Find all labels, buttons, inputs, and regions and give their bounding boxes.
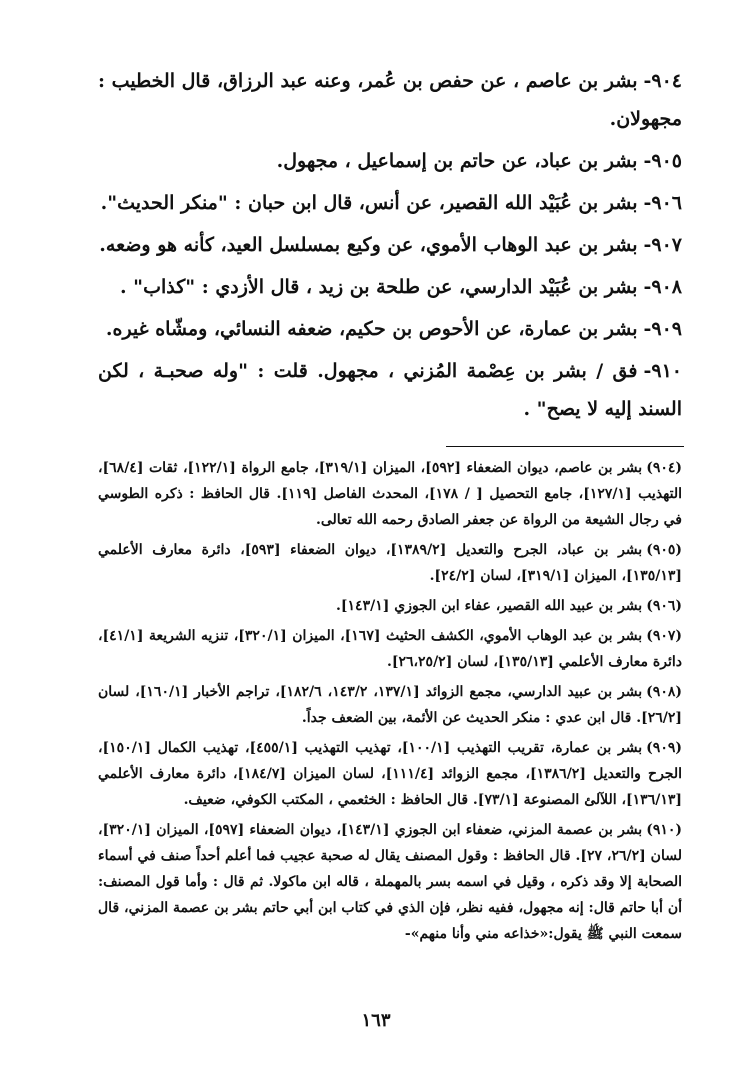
entry-text: بشر بن عُبَيْد الدارسي، عن طلحة بن زيد ، قال الأزدي : "كذاب" . xyxy=(119,276,638,298)
footnote-906 xyxy=(98,593,682,619)
footnote-908 xyxy=(98,679,682,731)
footnote-text: بشر بن عباد، الجرح والتعديل [١٣٨٩/٢]، ديوان الضعفاء [٥٩٣]، دائرة معارف الأعلمي [١٣٥/١٣]، الميزان [٣١٩/١]، لسان [٢٤/٢]. xyxy=(98,542,682,584)
footnote-907 xyxy=(98,623,682,675)
entry-910 xyxy=(98,352,682,428)
footnote-text: بشر بن عاصم، ديوان الضعفاء [٥٩٢]، الميزان [٣١٩/١]، جامع الرواة [١٢٢/١]، ثقات [٦٨/٤]، التهذيب [١٢٧/١]، جامع التحصيل [ / ١٧٨]، المحدث الفاصل [١١٩]. قال الحافظ : ذكره الطوسي في رجال الشيعة من الرواة عن جعفر الصادق رحمه الله تعالى. xyxy=(98,460,682,528)
entry-909 xyxy=(98,310,682,348)
footnote-number: (٩٠٩) xyxy=(646,740,682,756)
entry-906 xyxy=(98,184,682,222)
entry-number: ٩٠٨- xyxy=(643,276,682,298)
entry-number: ٩٠٤- xyxy=(643,70,682,92)
page-number: ١٦٣ xyxy=(361,1010,391,1031)
footnote-divider xyxy=(446,446,684,447)
footnote-910 xyxy=(98,817,682,947)
entry-904 xyxy=(98,62,682,138)
entry-907 xyxy=(98,226,682,264)
footnotes xyxy=(98,455,682,951)
entry-number: ٩٠٩- xyxy=(643,318,682,340)
footnote-number: (٩١٠) xyxy=(646,822,683,838)
entry-905 xyxy=(98,142,682,180)
entry-number: ٩٠٦- xyxy=(643,192,682,214)
entry-number: ٩١٠- xyxy=(643,360,682,382)
footnote-text: بشر بن عبد الوهاب الأموي، الكشف الحثيث [١٦٧]، الميزان [٣٢٠/١]، تنزيه الشريعة [٤١/١]، دائرة معارف الأعلمي [١٣٥/١٣]، لسان [٢٦،٢٥/٢]. xyxy=(98,628,682,670)
entry-908 xyxy=(98,268,682,306)
footnote-904 xyxy=(98,455,682,533)
footnote-number: (٩٠٤) xyxy=(646,460,682,476)
entry-number: ٩٠٧- xyxy=(643,234,682,256)
footnote-number: (٩٠٦) xyxy=(646,598,682,614)
entry-text: بشر بن عباد، عن حاتم بن إسماعيل ، مجهول. xyxy=(276,150,638,172)
entry-text: بشر بن عاصم ، عن حفص بن عُمر، وعنه عبد الرزاق، قال الخطيب : مجهولان. xyxy=(98,70,682,130)
footnote-text: بشر بن عمارة، تقريب التهذيب [١٠٠/١]، تهذيب التهذيب [٤٥٥/١]، تهذيب الكمال [١٥٠/١]، الجرح والتعديل [١٣٨٦/٢]، مجمع الزوائد [١١١/٤]، لسان الميزان [١٨٤/٧]، دائرة معارف الأعلمي [١٣٦/١٣]، اللآلئ المصنوعة [٧٣/١]. قال الحافظ : الخثعمي ، المكتب الكوفي، ضعيف. xyxy=(98,740,682,808)
footnote-number: (٩٠٨) xyxy=(646,684,682,700)
footnote-number: (٩٠٥) xyxy=(646,542,683,558)
footnote-905 xyxy=(98,537,682,589)
entry-number: ٩٠٥- xyxy=(643,150,682,172)
footnote-text: بشر بن عصمة المزني، ضعفاء ابن الجوزي [١٤٣/١]، ديوان الضعفاء [٥٩٧]، الميزان [٣٢٠/١]، لسان [٢٦/٢، ٢٧]. قال الحافظ : وقول المصنف يقال له صحبة عجيب فما أعلم أحداً صنف في أسماء الصحابة إلا وقد ذكره ، وقيل في اسمه بسر بالمهملة ، قاله ابن ماكولا. ثم قال : وأما قول المصنف: أن أبا حاتم قال: إنه مجهول، ففيه نظر، فإن الذي في كتاب ابن أبي حاتم بشر بن عصمة المزني، قال سمعت النبي ﷺ يقول:«خذاعه مني وأنا منهم»- xyxy=(98,822,682,942)
entry-text: بشر بن عُبَيْد الله القصير، عن أنس، قال ابن حبان : "منكر الحديث". xyxy=(100,192,638,214)
entry-text: فق / بشر بن عِصْمة المُزني ، مجهول. قلت : "وله صحبـة ، لكن السند إليه لا يصح" . xyxy=(98,360,682,420)
main-entries xyxy=(98,62,682,432)
entry-text: بشر بن عبد الوهاب الأموي، عن وكيع بمسلسل العيد، كأنه هو وضعه. xyxy=(99,234,638,256)
footnote-text: بشر بن عبيد الله القصير، عفاء ابن الجوزي [١٤٣/١]. xyxy=(336,598,643,614)
footnote-text: بشر بن عبيد الدارسي، مجمع الزوائد [١٣٧/١، ١٤٣/٢، ١٨٢/٦]، تراجم الأخبار [١٦٠/١]، لسان [٢٦/٢]. قال ابن عدي : منكر الحديث عن الأئمة، بين الضعف جداً. xyxy=(98,684,682,726)
footnote-909 xyxy=(98,735,682,813)
entry-text: بشر بن عمارة، عن الأحوص بن حكيم، ضعفه النسائي، ومشّاه غيره. xyxy=(105,318,638,340)
footnote-number: (٩٠٧) xyxy=(646,628,683,644)
